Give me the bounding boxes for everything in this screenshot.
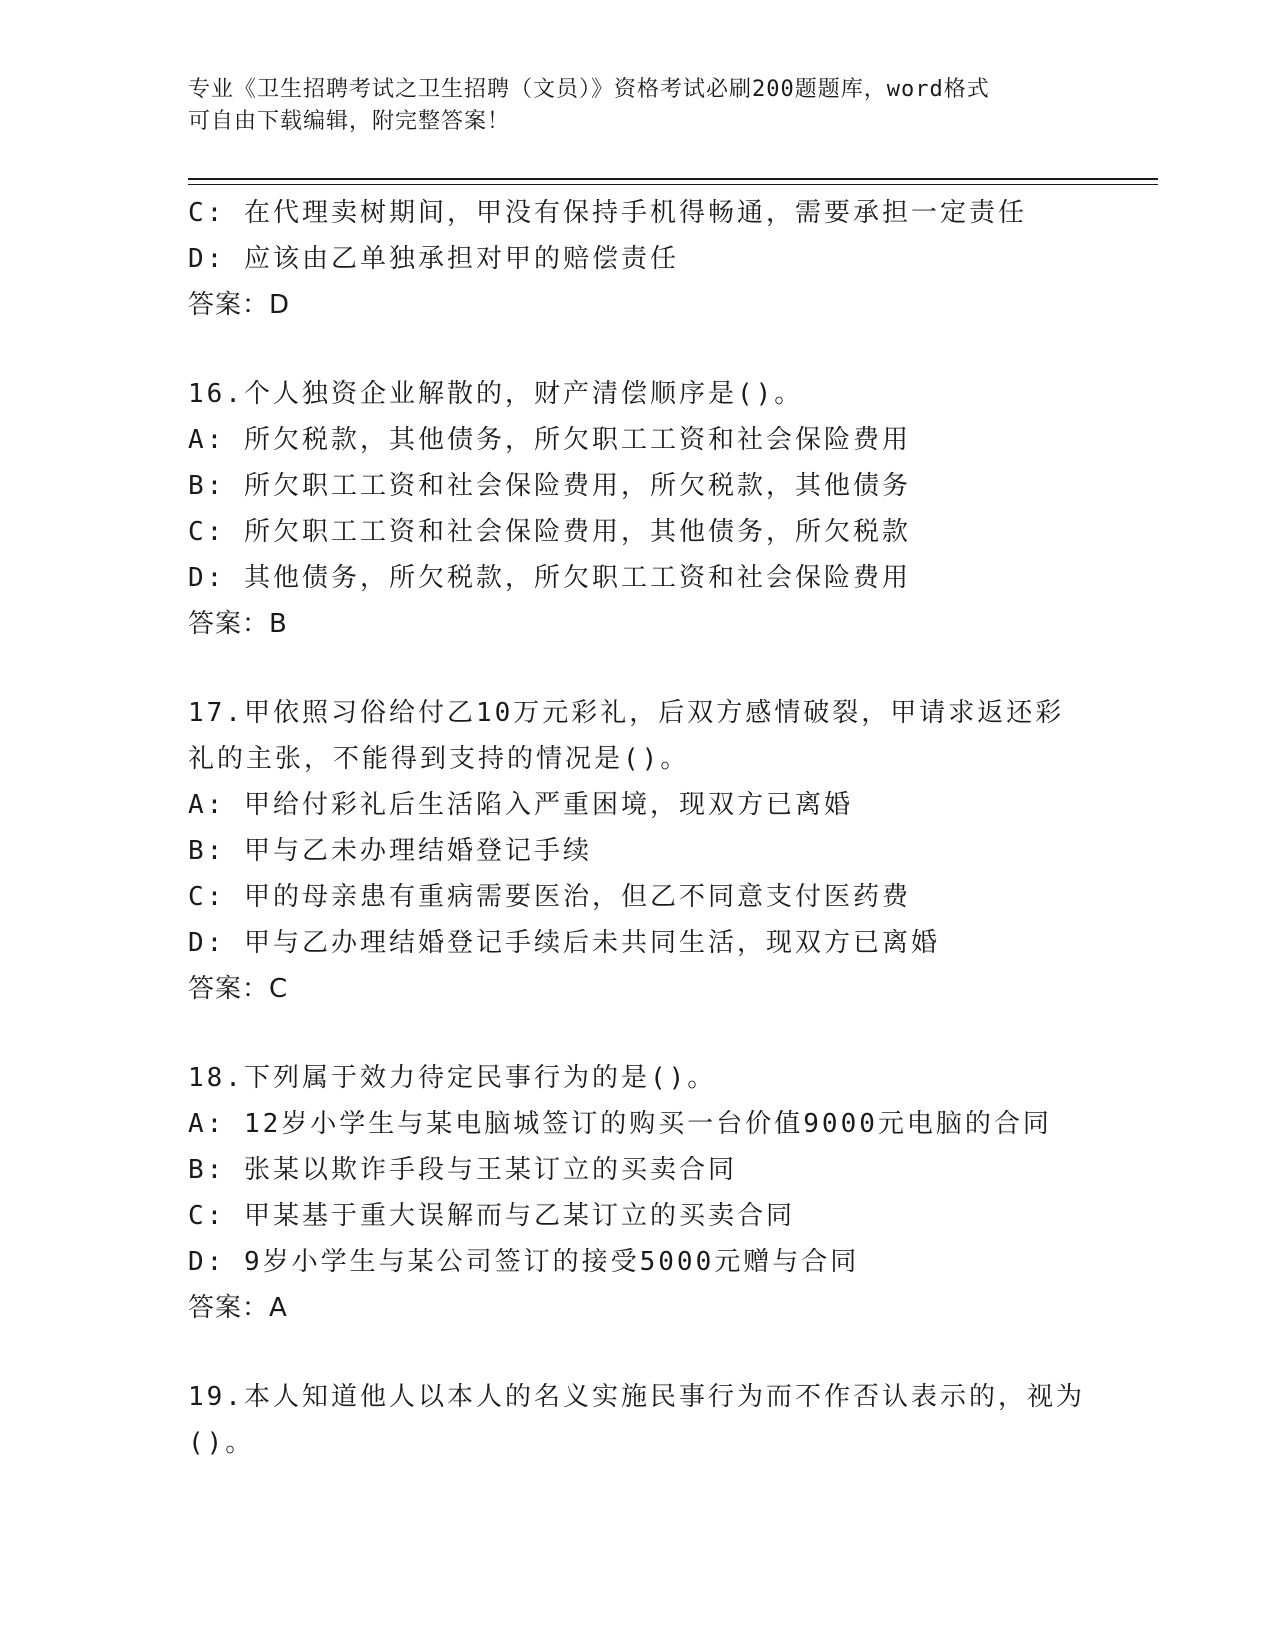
header-divider-thin xyxy=(188,184,1158,185)
header-line-1: 专业《卫生招聘考试之卫生招聘（文员）》资格考试必刷200题题库，word格式 xyxy=(188,77,990,102)
spacer xyxy=(188,1331,1088,1374)
question-18 xyxy=(188,1055,1088,1331)
option-c: C: 甲某基于重大误解而与乙某订立的买卖合同 xyxy=(188,1201,795,1231)
question-text-line-1: 17.甲依照习俗给付乙10万元彩礼，后双方感情破裂，甲请求返还彩 xyxy=(188,698,1065,728)
option-b: B: 甲与乙未办理结婚登记手续 xyxy=(188,836,592,866)
option-a: A: 12岁小学生与某电脑城签订的购买一台价值9000元电脑的合同 xyxy=(188,1109,1052,1139)
answer-text: 答案：A xyxy=(188,1293,288,1323)
header-line-2: 可自由下载编辑，附完整答案！ xyxy=(188,109,511,134)
spacer xyxy=(188,647,1088,690)
option-a: A: 甲给付彩礼后生活陷入严重困境，现双方已离婚 xyxy=(188,790,853,820)
answer-text: 答案：D xyxy=(188,290,291,320)
question-text-line-2: ()。 xyxy=(188,1428,255,1458)
question-text: 18.下列属于效力待定民事行为的是()。 xyxy=(188,1063,717,1093)
question-text-line-1: 19.本人知道他人以本人的名义实施民事行为而不作否认表示的，视为 xyxy=(188,1382,1085,1412)
spacer xyxy=(188,1012,1088,1055)
question-text-line-2: 礼的主张，不能得到支持的情况是()。 xyxy=(188,744,690,774)
document-header xyxy=(188,74,1088,138)
question-19 xyxy=(188,1374,1088,1466)
spacer xyxy=(188,328,1088,371)
header-divider-thick xyxy=(188,178,1158,180)
option-c: C: 甲的母亲患有重病需要医治，但乙不同意支付医药费 xyxy=(188,882,911,912)
answer-text: 答案：C xyxy=(188,974,289,1004)
option-c: C: 所欠职工工资和社会保险费用，其他债务，所欠税款 xyxy=(188,517,911,547)
option-a: A: 所欠税款，其他债务，所欠职工工资和社会保险费用 xyxy=(188,425,911,455)
option-d: D: 其他债务，所欠税款，所欠职工工资和社会保险费用 xyxy=(188,563,911,593)
option-d: D: 应该由乙单独承担对甲的赔偿责任 xyxy=(188,244,679,274)
question-list xyxy=(188,190,1088,1466)
question-15-tail xyxy=(188,190,1088,328)
question-16 xyxy=(188,371,1088,647)
option-d: D: 9岁小学生与某公司签订的接受5000元赠与合同 xyxy=(188,1247,860,1277)
option-c: C: 在代理卖树期间，甲没有保持手机得畅通，需要承担一定责任 xyxy=(188,198,1027,228)
question-text: 16.个人独资企业解散的，财产清偿顺序是()。 xyxy=(188,379,804,409)
option-d: D: 甲与乙办理结婚登记手续后未共同生活，现双方已离婚 xyxy=(188,928,940,958)
question-17 xyxy=(188,690,1088,1012)
answer-text: 答案：B xyxy=(188,609,288,639)
option-b: B: 张某以欺诈手段与王某订立的买卖合同 xyxy=(188,1155,737,1185)
option-b: B: 所欠职工工资和社会保险费用，所欠税款，其他债务 xyxy=(188,471,911,501)
